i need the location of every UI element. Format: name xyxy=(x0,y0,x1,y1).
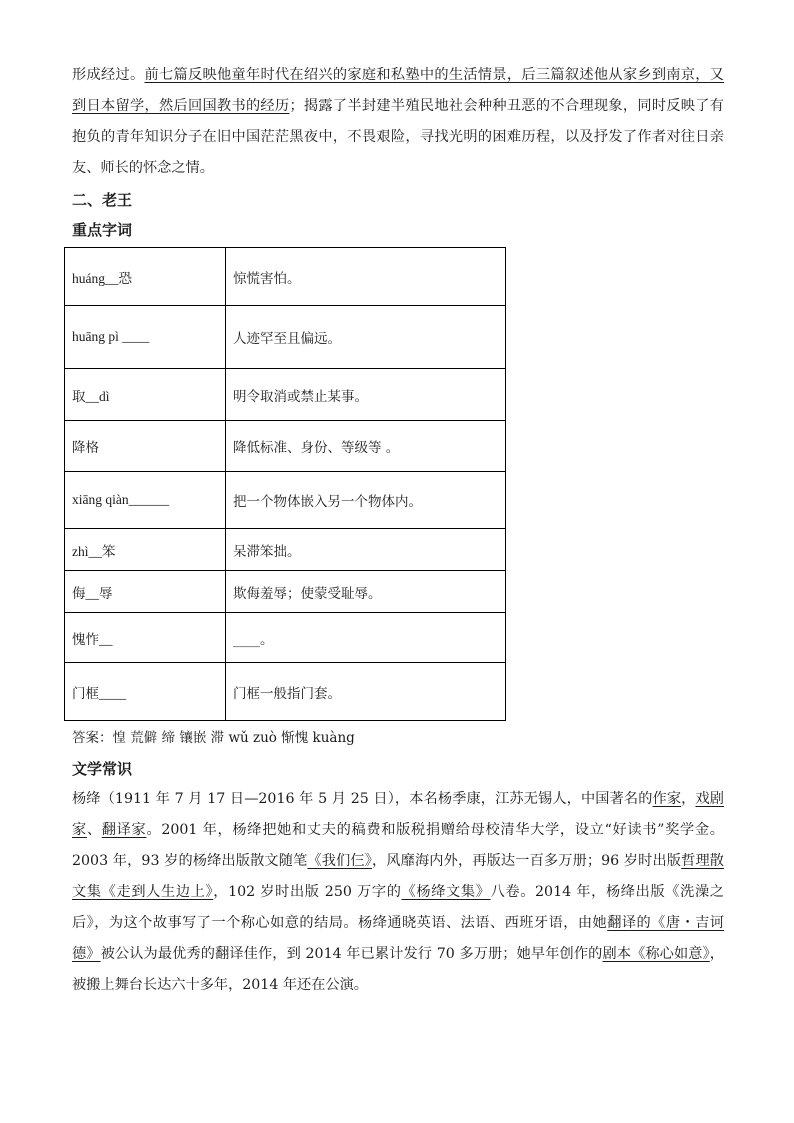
key-words-title: 重点字词 xyxy=(72,221,133,239)
term-cell: 取__dì xyxy=(65,369,226,421)
term-cell: 侮__辱 xyxy=(65,571,226,613)
intro-paragraph xyxy=(72,60,724,184)
intro-text-c: ；揭露了半封建半殖民地社会种种丑恶的不合理现象，同时反映了有抱负的青年知识分子在旧中国茫茫黑夜中，不畏艰险，寻找光明的困难历程，以及抒发了作者对往日亲友、师长的怀念之情。 xyxy=(72,98,724,176)
lit-text: ， xyxy=(681,791,696,807)
meaning-cell: 降低标准、身份、等级等 。 xyxy=(226,421,506,472)
lit-underlined-text: 戏剧家 xyxy=(72,791,724,838)
meaning-cell: 欺侮羞辱；使蒙受耻辱。 xyxy=(226,571,506,613)
lit-text: 、 xyxy=(86,822,102,838)
term-cell: 降格 xyxy=(65,421,226,472)
meaning-cell: 惊慌害怕。 xyxy=(226,248,506,306)
meaning-cell: ____。 xyxy=(226,613,506,663)
lit-text: 。2001 年，杨绛把她和丈夫的稿费和版税捐赠给母校清华大学，设立“好读书”奖学金。2003 年，93 岁的杨绛出版散文随笔 xyxy=(72,822,724,869)
literature-title: 文学常识 xyxy=(72,760,133,778)
intro-underlined-text: 前七篇反映他童年时代在绍兴的家庭和私塾中的生活情景，后三篇叙述他从家乡到南京，又到日本留学，然后回国教书的经历 xyxy=(72,67,724,114)
meaning-cell: 呆滞笨拙。 xyxy=(226,529,506,571)
lit-text: ，被搬上舞台长达六十多年，2014 年还在公演。 xyxy=(72,946,724,993)
table-row xyxy=(65,369,506,421)
table-row xyxy=(65,613,506,663)
meaning-cell: 门框一般指门套。 xyxy=(226,663,506,721)
lit-underlined-text: 哲理散文集《走到人生边上》 xyxy=(72,853,724,900)
term-cell: 门框____ xyxy=(65,663,226,721)
meaning-cell: 把一个物体嵌入另一个物体内。 xyxy=(226,472,506,529)
term-cell: huáng__恐 xyxy=(65,248,226,306)
key-words-table xyxy=(64,247,506,721)
term-cell: 愧怍__ xyxy=(65,613,226,663)
lit-text: 杨绛（1911 年 7 月 17 日—2016 年 5 月 25 日），本名杨季康，江苏无锡人，中国著名的 xyxy=(72,791,653,807)
literature-paragraph xyxy=(72,784,724,1001)
lit-text: 八卷。2014 年，杨绛出版《洗澡之后》，为这个故事写了一个称心如意的结局。杨绛通晓英语、法语、西班牙语，由她 xyxy=(72,884,724,931)
table-row xyxy=(65,421,506,472)
lit-underlined-text: 剧本《称心如意》 xyxy=(602,946,710,962)
lit-underlined-text: 《我们仨》 xyxy=(307,853,372,869)
lit-text: ，102 岁时出版 250 万字的 xyxy=(213,884,402,900)
intro-text-a: 形成经过。 xyxy=(72,67,145,83)
meaning-cell: 明令取消或禁止某事。 xyxy=(226,369,506,421)
meaning-cell: 人迹罕至且偏远。 xyxy=(226,306,506,369)
section-title-laowang: 二、老王 xyxy=(72,191,133,209)
lit-text: 被公认为最优秀的翻译佳作，到 2014 年已累计发行 70 多万册；她早年创作的 xyxy=(100,946,603,962)
term-cell: huāng pì ____ xyxy=(65,306,226,369)
lit-underlined-text: 翻译的《唐・吉诃德》 xyxy=(72,915,724,962)
lit-underlined-text: 翻译家 xyxy=(101,822,147,838)
term-cell: xiāng qiàn______ xyxy=(65,472,226,529)
table-row xyxy=(65,472,506,529)
table-row xyxy=(65,571,506,613)
lit-text: ，风靡海内外，再版达一百多万册；96 岁时出版 xyxy=(371,853,682,869)
answer-line: 答案：惶 荒僻 缔 镶嵌 滞 wǔ zuò 惭愧 kuàng xyxy=(72,730,355,746)
table-row xyxy=(65,306,506,369)
term-cell: zhì__笨 xyxy=(65,529,226,571)
lit-underlined-text: 《杨绛文集》 xyxy=(401,884,491,900)
document-page xyxy=(72,60,724,1001)
table-row xyxy=(65,529,506,571)
table-row xyxy=(65,248,506,306)
table-row xyxy=(65,663,506,721)
lit-underlined-text: 作家 xyxy=(652,791,682,807)
